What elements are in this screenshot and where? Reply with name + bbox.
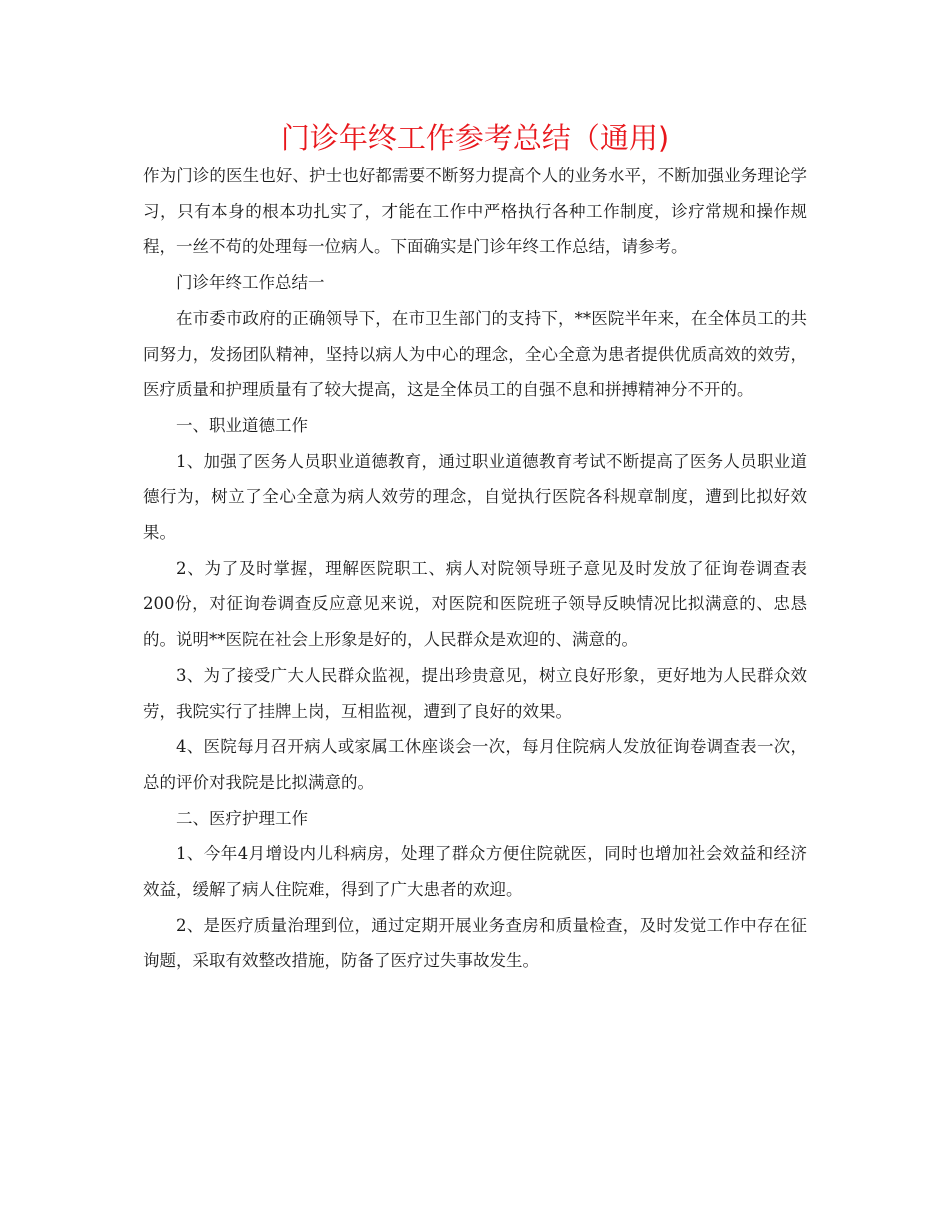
list-item: 1、加强了医务人员职业道德教育，通过职业道德教育考试不断提高了医务人员职业道德行为，树立了全心全意为病人效劳的理念，自觉执行医院各科规章制度，遭到比拟好效果。 bbox=[143, 451, 807, 543]
section-heading-ethics: 一、职业道德工作 bbox=[176, 415, 308, 435]
list-item: 2、是医疗质量治理到位，通过定期开展业务查房和质量检查，及时发觉工作中存在征询题，采取有效整改措施，防备了医疗过失事故发生。 bbox=[143, 915, 807, 971]
section-heading-summary-one: 门诊年终工作总结一 bbox=[176, 273, 325, 293]
document-title: 门诊年终工作参考总结（通用) bbox=[280, 121, 670, 155]
list-item: 4、医院每月召开病人或家属工休座谈会一次，每月住院病人发放征询卷调查表一次，总的评价对我院是比拟满意的。 bbox=[143, 737, 807, 792]
document-body bbox=[143, 158, 807, 979]
body-paragraph: 在市委市政府的正确领导下，在市卫生部门的支持下，**医院半年来，在全体员工的共同努力，发扬团队精神，坚持以病人为中心的理念，全心全意为患者提供优质高效的效劳，医疗质量和护理质量有了较大提高，这是全体员工的自强不息和拼搏精神分不开的。 bbox=[143, 308, 807, 400]
intro-paragraph: 作为门诊的医生也好、护士也好都需要不断努力提高个人的业务水平，不断加强业务理论学习，只有本身的根本功扎实了，才能在工作中严格执行各种工作制度，诊疗常规和操作规程，一丝不苟的处理每一位病人。下面确实是门诊年终工作总结，请参考。 bbox=[143, 166, 807, 257]
list-item: 3、为了接受广大人民群众监视，提出珍贵意见，树立良好形象，更好地为人民群众效劳，我院实行了挂牌上岗，互相监视，遭到了良好的效果。 bbox=[143, 665, 807, 721]
list-item: 1、今年4月增设内儿科病房，处理了群众方便住院就医，同时也增加社会效益和经济效益，缓解了病人住院难，得到了广大患者的欢迎。 bbox=[143, 844, 807, 900]
list-item: 2、为了及时掌握，理解医院职工、病人对院领导班子意见及时发放了征询卷调查表200份，对征询卷调查反应意见来说，对医院和医院班子领导反映情况比拟满意的、忠恳的。说明**医院在社会上形象是好的，人民群众是欢迎的、满意的。 bbox=[143, 558, 807, 650]
section-heading-medical-care: 二、医疗护理工作 bbox=[176, 808, 308, 828]
